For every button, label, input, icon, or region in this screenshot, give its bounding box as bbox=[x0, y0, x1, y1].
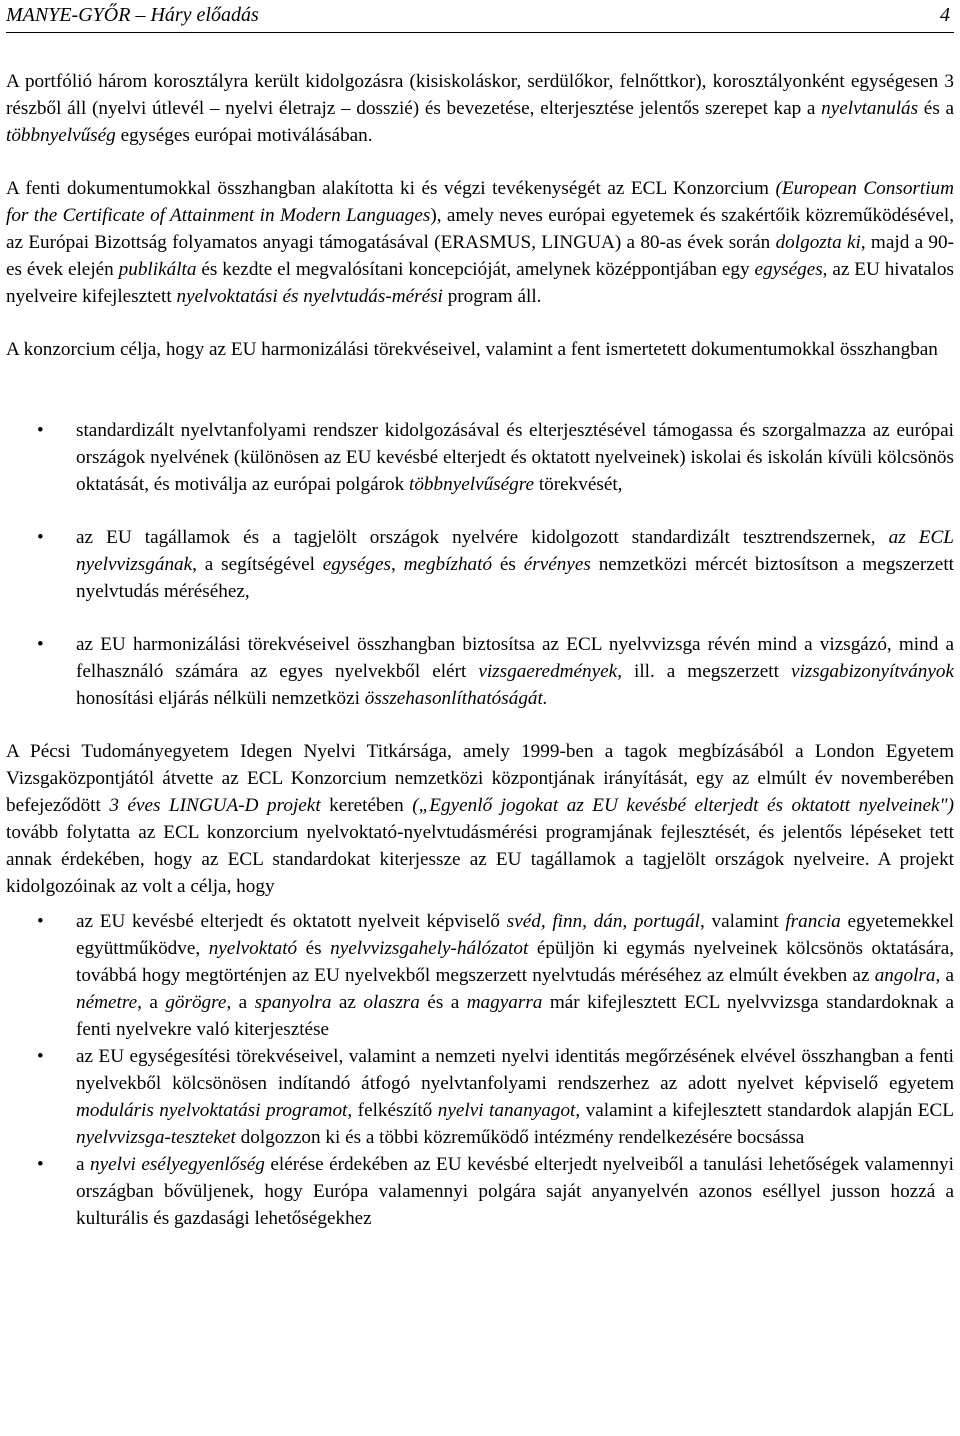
list-item: • az EU kevésbé elterjedt és oktatott nyelveit képviselő svéd, finn, dán, portugál, valamint francia egyetemekkel együttműködve, nyelvoktató és nyelvvizsgahely-hálózatot épüljön ki egymás nyelveinek kölcsönös oktatására, továbbá hogy megtörténjen az EU nyelvekből megszerzett nyelvtudás méréséhez az elmúlt években az angolra, a németre, a görögre, a spanyolra az olaszra és a magyarra már kifejlesztett ECL nyelvvizsga standardoknak a fenti nyelvekre való kiterjesztése bbox=[6, 908, 954, 1043]
page-number: 4 bbox=[940, 4, 950, 26]
list-item: • az EU tagállamok és a tagjelölt országok nyelvére kidolgozott standardizált tesztrendszernek, az ECL nyelvvizsgának, a segítségével egységes, megbízható és érvényes nemzetközi mércét biztosítson a megszerzett nyelvtudás méréséhez, bbox=[6, 524, 954, 605]
bullet-icon: • bbox=[37, 1046, 44, 1067]
project-goal-list bbox=[6, 908, 954, 1232]
bullet-icon: • bbox=[37, 1154, 44, 1175]
list-item: • az EU harmonizálási törekvéseivel összhangban biztosítsa az ECL nyelvvizsga révén mind a vizsgázó, mind a felhasználó számára az egyes nyelvekből elért vizsgaeredmények, ill. a megszerzett vizsgabizonyítványok honosítási eljárás nélküli nemzetközi összehasonlíthatóságát. bbox=[6, 631, 954, 712]
document-page bbox=[6, 0, 954, 1232]
paragraph-consortium-goal: A konzorcium célja, hogy az EU harmonizálási törekvéseivel, valamint a fent ismertetett dokumentumokkal összhangban bbox=[6, 339, 938, 360]
list-item: • az EU egységesítési törekvéseivel, valamint a nemzeti nyelvi identitás megőrzésének elvével összhangban a fenti nyelvekből kölcsönösen indítandó átfogó nyelvtanfolyami rendszerhez az adott nyelvet képviselő egyetem moduláris nyelvoktatási programot, felkészítő nyelvi tananyagot, valamint a kifejlesztett standardok alapján ECL nyelvvizsga-teszteket dolgozzon ki és a többi közreműködő intézmény rendelkezésére bocsássa bbox=[6, 1043, 954, 1151]
paragraph-portfolio: A portfólió három korosztályra került kidolgozásra (kisiskoláskor, serdülőkor, felnőttkor), korosztályonként egységesen 3 részből áll (nyelvi útlevél – nyelvi életrajz – dosszié) és bevezetése, elterjesztése jelentős szerepet kap a nyelvtanulás és a többnyelvűség egységes európai motiválásában. bbox=[6, 71, 955, 146]
page-header bbox=[6, 2, 954, 33]
goal-list bbox=[6, 417, 954, 712]
paragraph-pecs-university: A Pécsi Tudományegyetem Idegen Nyelvi Titkársága, amely 1999-ben a tagok megbízásából a London Egyetem Vizsgaközpontjától átvette az ECL Konzorcium nemzetközi központjának irányítását, egy az elmúlt év novemberében befejeződött 3 éves LINGUA-D projekt keretében („Egyenlő jogokat az EU kevésbé elterjedt és oktatott nyelveinek") tovább folytatta az ECL konzorcium nyelvoktató-nyelvtudásmérési programjának fejlesztését, és jelentős lépéseket tett annak érdekében, hogy az ECL standardokat kiterjessze az EU tagállamok a tagjelölt országok nyelveire. A projekt kidolgozóinak az volt a célja, hogy bbox=[6, 741, 954, 897]
header-title: MANYE-GYŐR – Háry előadás bbox=[6, 4, 259, 26]
bullet-icon: • bbox=[37, 911, 44, 932]
bullet-icon: • bbox=[37, 527, 44, 548]
list-item: • a nyelvi esélyegyenlőség elérése érdekében az EU kevésbé elterjedt nyelveiből a tanulási lehetőségek valamennyi országban bővüljenek, hogy Európa valamennyi polgára saját anyanyelvén azonos eséllyel jusson hozzá a kulturális és gazdasági lehetőségekhez bbox=[6, 1151, 954, 1232]
bullet-icon: • bbox=[37, 420, 44, 441]
bullet-icon: • bbox=[37, 634, 44, 655]
list-item: • standardizált nyelvtanfolyami rendszer kidolgozásával és elterjesztésével támogassa és szorgalmazza az európai országok nyelvének (különösen az EU kevésbé elterjedt és oktatott nyelveinek) iskolai és iskolán kívüli kölcsönös oktatását, és motiválja az európai polgárok többnyelvűségre törekvését, bbox=[6, 417, 954, 498]
paragraph-ecl-consortium: A fenti dokumentumokkal összhangban alakította ki és végzi tevékenységét az ECL Konzorcium (European Consortium for the Certificate of Attainment in Modern Languages), amely neves európai egyetemek és szakértőik közreműködésével, az Európai Bizottság folyamatos anyagi támogatásával (ERASMUS, LINGUA) a 80-as évek során dolgozta ki, majd a 90-es évek elején publikálta és kezdte el megvalósítani koncepcióját, amelynek középpontjában egy egységes, az EU hivatalos nyelveire kifejlesztett nyelvoktatási és nyelvtudás-mérési program áll. bbox=[6, 178, 954, 307]
